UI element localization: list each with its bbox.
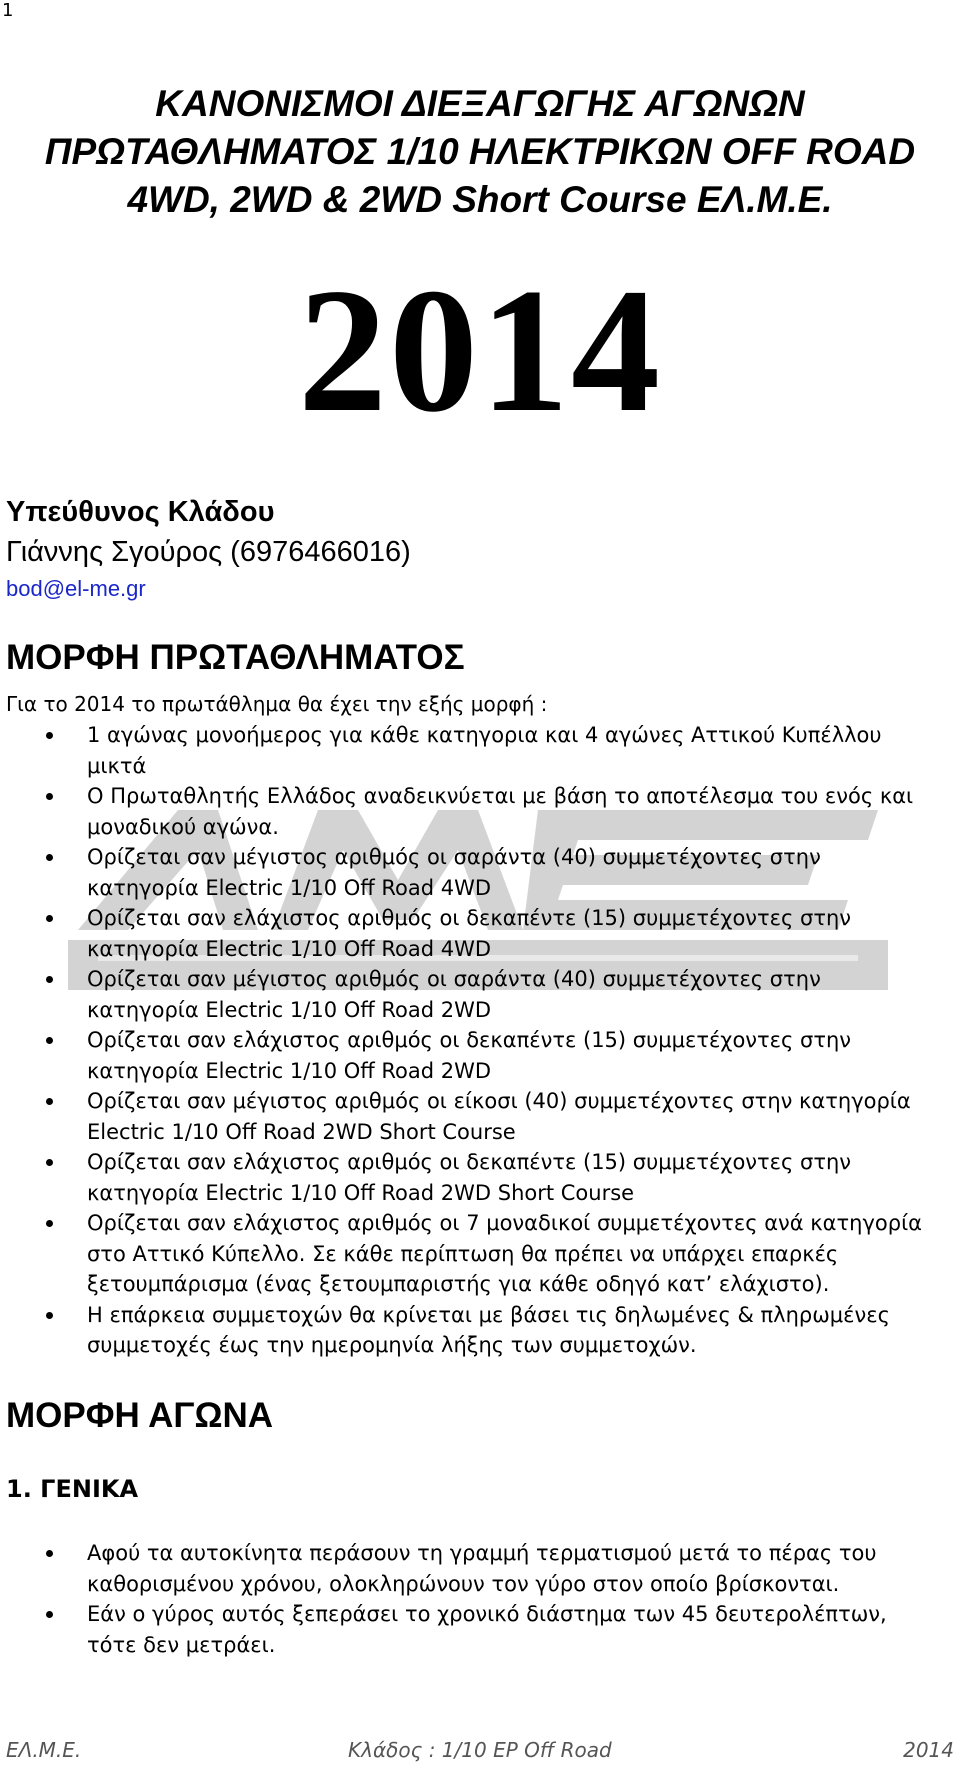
- page-number: 1: [2, 0, 14, 21]
- year-heading: 2014: [298, 251, 662, 449]
- responsible-name: Γιάννης Σγούρος (6976466016): [6, 536, 411, 568]
- bullet-icon: [46, 1037, 53, 1044]
- list-item: Ορίζεται σαν ελάχιστος αριθμός οι δεκαπέντε (15) συμμετέχοντες στην κατηγορία Electric 1/10 Off Road 2WD Short Course: [0, 1147, 960, 1208]
- title-line-1: ΚΑΝΟΝΙΣΜΟΙ ΔΙΕΞΑΓΩΓΗΣ ΑΓΩΝΩΝ: [155, 83, 805, 124]
- list-item: Ορίζεται σαν ελάχιστος αριθμός οι δεκαπέντε (15) συμμετέχοντες στην κατηγορία Electric 1/10 Off Road 4WD: [0, 903, 960, 964]
- bullet-icon: [46, 915, 53, 922]
- list-item: Ορίζεται σαν ελάχιστος αριθμός οι δεκαπέντε (15) συμμετέχοντες στην κατηγορία Electric 1/10 Off Road 2WD: [0, 1025, 960, 1086]
- list-item: Ο Πρωταθλητής Ελλάδος αναδεικνύεται με βάση το αποτέλεσμα του ενός και μοναδικού αγώνα.: [0, 781, 960, 842]
- bullet-icon: [46, 1611, 53, 1618]
- bullet-icon: [46, 793, 53, 800]
- footer-left: ΕΛ.Μ.Ε.: [6, 1738, 82, 1762]
- list-item: Εάν ο γύρος αυτός ξεπεράσει το χρονικό διάστημα των 45 δευτερολέπτων, τότε δεν μετράει.: [0, 1599, 960, 1660]
- responsible-email-link[interactable]: bod@el-me.gr: [6, 576, 146, 601]
- page-footer: [0, 1738, 960, 1764]
- bullet-icon: [46, 732, 53, 739]
- footer-center: Κλάδος : 1/10 ΕΡ Off Road: [348, 1738, 612, 1762]
- bullet-icon: [46, 1220, 53, 1227]
- championship-rules-list: [0, 720, 960, 1361]
- title-line-2: ΠΡΩΤΑΘΛΗΜΑΤΟΣ 1/10 ΗΛΕΚΤΡΙΚΩΝ OFF ROAD: [44, 131, 916, 172]
- bullet-icon: [46, 1550, 53, 1557]
- bullet-icon: [46, 1098, 53, 1105]
- race-rules-list: [0, 1538, 960, 1660]
- footer-right: 2014: [903, 1738, 954, 1762]
- bullet-icon: [46, 1159, 53, 1166]
- title-line-3: 4WD, 2WD & 2WD Short Course ΕΛ.Μ.Ε.: [127, 179, 833, 220]
- championship-intro: Για το 2014 το πρωτάθλημα θα έχει την εξής μορφή :: [6, 692, 548, 716]
- bullet-icon: [46, 1312, 53, 1319]
- list-item: Ορίζεται σαν ελάχιστος αριθμός οι 7 μοναδικοί συμμετέχοντες ανά κατηγορία στο Αττικό Κύπελλο. Σε κάθε περίπτωση θα πρέπει να υπάρχει επαρκές ξετουμπάρισμα (ένας ξετουμπαριστής για κάθε οδηγό κατ’ ελάχιστο).: [0, 1208, 960, 1300]
- list-item: 1 αγώνας μονοήμερος για κάθε κατηγορια και 4 αγώνες Αττικού Κυπέλλου μικτά: [0, 720, 960, 781]
- list-item: Ορίζεται σαν μέγιστος αριθμός οι σαράντα (40) συμμετέχοντες στην κατηγορία Electric 1/10 Off Road 2WD: [0, 964, 960, 1025]
- list-item: Ορίζεται σαν μέγιστος αριθμός οι σαράντα (40) συμμετέχοντες στην κατηγορία Electric 1/10 Off Road 4WD: [0, 842, 960, 903]
- list-item: Αφού τα αυτοκίνητα περάσουν τη γραμμή τερματισμού μετά το πέρας του καθορισμένου χρόνου, ολοκληρώνουν τον γύρο στον οποίο βρίσκονται.: [0, 1538, 960, 1599]
- document-title: [0, 80, 960, 224]
- general-subheading: 1. ΓΕΝΙΚΑ: [6, 1475, 139, 1503]
- list-item: Η επάρκεια συμμετοχών θα κρίνεται με βάσει τις δηλωμένες & πληρωμένες συμμετοχές έως την ημερομηνία λήξης των συμμετοχών.: [0, 1300, 960, 1361]
- bullet-icon: [46, 976, 53, 983]
- bullet-icon: [46, 854, 53, 861]
- list-item: Ορίζεται σαν μέγιστος αριθμός οι είκοσι (40) συμμετέχοντες στην κατηγορία Electric 1/10 Off Road 2WD Short Course: [0, 1086, 960, 1147]
- race-format-heading: ΜΟΡΦΗ ΑΓΩΝΑ: [6, 1396, 274, 1435]
- championship-heading: ΜΟΡΦΗ ΠΡΩΤΑΘΛΗΜΑΤΟΣ: [6, 638, 465, 677]
- responsible-heading: Υπεύθυνος Κλάδου: [6, 496, 275, 528]
